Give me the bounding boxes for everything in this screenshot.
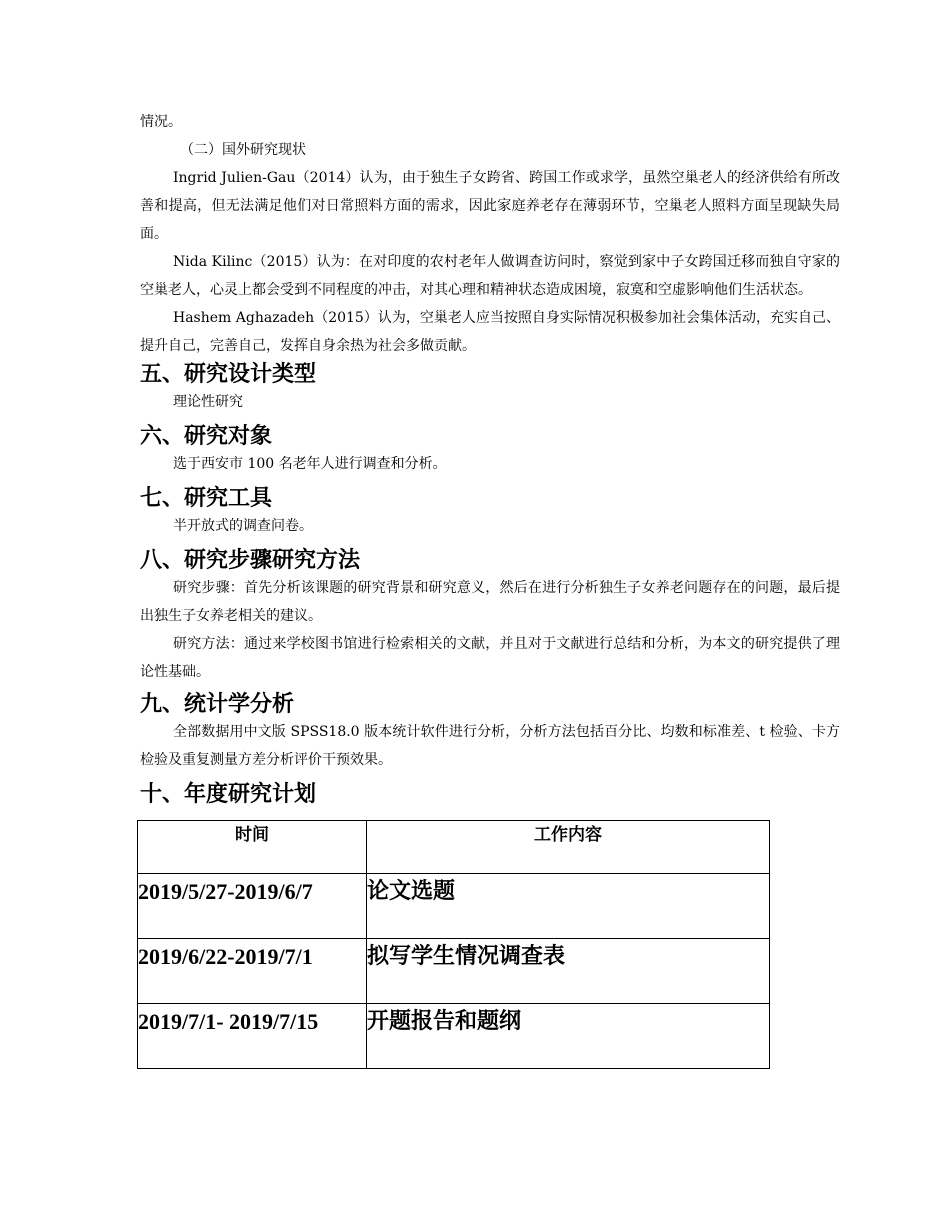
foreign-paragraph-1: Ingrid Julien-Gau（2014）认为，由于独生子女跨省、跨国工作或求学，虽然空巢老人的经济供给有所改善和提高，但无法满足他们对日常照料方面的需求，因此家庭养老存在薄弱环节，空巢老人照料方面呈现缺失局面。 xyxy=(140,170,840,242)
section-7-heading: 七、研究工具 xyxy=(140,486,273,511)
row-3-task: 开题报告和题纲 xyxy=(367,1004,770,1069)
section-8-steps-text: 研究步骤：首先分析该课题的研究背景和研究意义，然后在进行分析独生子女养老问题存在的问题，最后提出独生子女养老相关的建议。 xyxy=(140,580,840,624)
table-row xyxy=(138,939,770,1004)
section-6-text: 选于西安市 100 名老年人进行调查和分析。 xyxy=(173,456,447,472)
section-7-text: 半开放式的调查问卷。 xyxy=(173,518,313,534)
row-3-date: 2019/7/1- 2019/7/15 xyxy=(138,1004,367,1069)
header-time: 时间 xyxy=(138,821,367,874)
section-5-text: 理论性研究 xyxy=(173,394,243,410)
section-8-methods-text: 研究方法：通过来学校图书馆进行检索相关的文献，并且对于文献进行总结和分析，为本文的研究提供了理论性基础。 xyxy=(140,636,840,680)
table-row xyxy=(138,874,770,939)
intro-tail-text: 情况。 xyxy=(140,114,182,130)
row-2-task: 拟写学生情况调查表 xyxy=(367,939,770,1004)
foreign-paragraph-2: Nida Kilinc（2015）认为：在对印度的农村老年人做调查访问时，察觉到家中子女跨国迁移而独自守家的空巢老人，心灵上都会受到不同程度的冲击，对其心理和精神状态造成困境，寂寞和空虚影响他们生活状态。 xyxy=(140,254,840,298)
document-body xyxy=(140,108,840,808)
section-9-heading: 九、统计学分析 xyxy=(140,692,295,717)
foreign-research-heading: （二）国外研究现状 xyxy=(180,142,306,158)
section-6-heading: 六、研究对象 xyxy=(140,424,273,449)
section-9-text: 全部数据用中文版 SPSS18.0 版本统计软件进行分析，分析方法包括百分比、均数和标准差、t 检验、卡方检验及重复测量方差分析评价干预效果。 xyxy=(140,724,840,768)
annual-plan-table xyxy=(137,820,770,1069)
foreign-paragraph-3: Hashem Aghazadeh（2015）认为，空巢老人应当按照自身实际情况积极参加社会集体活动，充实自己、提升自己，完善自己，发挥自身余热为社会多做贡献。 xyxy=(140,310,840,354)
section-5-heading: 五、研究设计类型 xyxy=(140,362,317,387)
table-header-row xyxy=(138,821,770,874)
section-10-heading: 十、年度研究计划 xyxy=(140,782,317,807)
header-work-content: 工作内容 xyxy=(367,821,770,874)
section-8-heading: 八、研究步骤研究方法 xyxy=(140,548,361,573)
row-2-date: 2019/6/22-2019/7/1 xyxy=(138,939,367,1004)
table-row xyxy=(138,1004,770,1069)
row-1-date: 2019/5/27-2019/6/7 xyxy=(138,874,367,939)
row-1-task: 论文选题 xyxy=(367,874,770,939)
